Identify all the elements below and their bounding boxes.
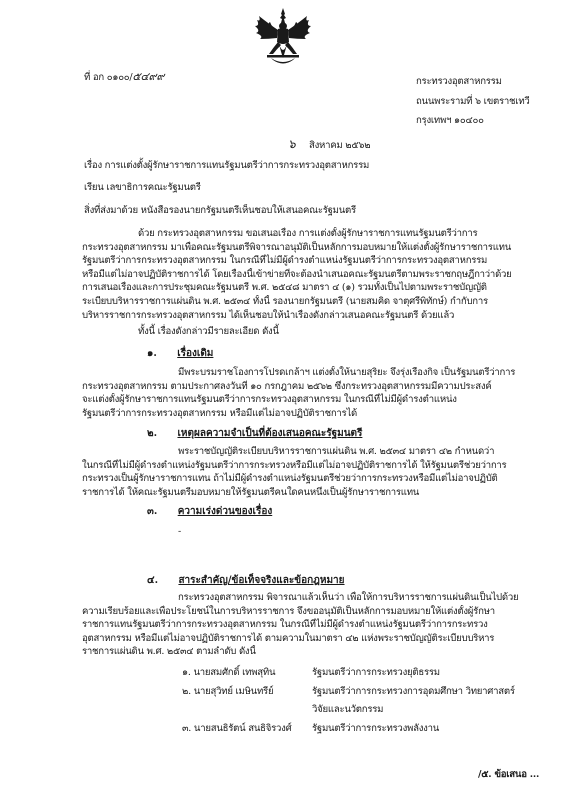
section-number: ๔.	[147, 575, 159, 586]
section-line: ราชการแผ่นดิน พ.ศ. ๒๕๓๔ ตามลำดับ ดังนี้	[82, 646, 256, 658]
date-month-year: สิงหาคม ๒๕๖๒	[309, 140, 371, 151]
appointee-row	[182, 721, 291, 736]
section-line: ความเรียบร้อยและเพื่อประโยชน์ในการบริหารราชการ จึงขออนุมัติเป็นหลักการมอบหมายให้แต่งตั้งผู้รักษา	[82, 605, 495, 617]
section-1-heading	[147, 346, 213, 361]
section-line: มีพระบรมราชโองการโปรดเกล้าฯ แต่งตั้งให้นายสุริยะ จึงรุ่งเรืองกิจ เป็นรัฐมนตรีว่าการ	[178, 367, 516, 378]
section-3-dash: -	[178, 526, 181, 537]
section-title: สาระสำคัญ/ข้อเท็จจริงและข้อกฎหมาย	[178, 575, 345, 586]
section-title: ความเร่งด่วนของเรื่อง	[177, 506, 273, 517]
appointee-position: รัฐมนตรีว่าการกระทรวงพลังงาน	[312, 723, 440, 734]
section-line: รัฐมนตรีว่าการกระทรวงอุตสาหกรรม หรือมีแต่ไม่อาจปฏิบัติราชการได้	[82, 407, 357, 419]
reference-number	[84, 70, 164, 84]
reference-handwritten: ๕๔๙๙	[132, 70, 165, 83]
section-4-heading	[147, 573, 345, 588]
section-line: ในกรณีที่ไม่มีผู้ดำรงตำแหน่งรัฐมนตรีว่าการกระทรวงหรือมีแต่ไม่อาจปฏิบัติราชการได้ ให้รัฐมนตรีช่วยว่าการ	[82, 459, 507, 471]
intro-line: กระทรวงอุตสาหกรรม มาเพื่อคณะรัฐมนตรีพิจารณาอนุมัติเป็นหลักการมอบหมายให้แต่งตั้งผู้รักษาราชการแทน	[82, 241, 512, 253]
section-3-heading	[147, 504, 272, 519]
section-line: อุตสาหกรรม หรือมีแต่ไม่อาจปฏิบัติราชการได้ ตามความในมาตรา ๔๒ แห่งพระราชบัญญัติระเบียบบริหาร	[82, 632, 495, 644]
section-line: จะแต่งตั้งผู้รักษาราชการแทนรัฐมนตรีว่าการกระทรวงอุตสาหกรรม ในกรณีที่ไม่มีผู้ดำรงตำแหน่ง	[82, 394, 457, 406]
org-city: กรุงเทพฯ ๑๐๔๐๐	[416, 115, 484, 126]
intro-line: รัฐมนตรีว่าการกระทรวงอุตสาหกรรม ในกรณีที่ไม่มีผู้ดำรงตำแหน่งรัฐมนตรีว่าการกระทรวงอุตสาหกรรม	[82, 255, 488, 267]
section-number: ๑.	[147, 348, 157, 359]
appointee-name: นายสนธิรัตน์ สนธิจิรวงศ์	[193, 723, 292, 734]
garuda-emblem-icon	[251, 6, 315, 68]
continuation-marker: /๕. ข้อเสนอ ...	[478, 769, 540, 780]
intro-line: ด้วย กระทรวงอุตสาหกรรม ขอเสนอเรื่อง การแต่งตั้งผู้รักษาราชการแทนรัฐมนตรีว่าการ	[138, 228, 478, 239]
section-line: กระทรวงเป็นผู้รักษาราชการแทน ถ้าไม่มีผู้ดำรงตำแหน่งรัฐมนตรีช่วยว่าการกระทรวงหรือมีแต่ไม่อาจปฏิบัติ	[82, 473, 498, 485]
section-line: ราชการได้ ให้คณะรัฐมนตรีมอบหมายให้รัฐมนตรีคนใดคนหนึ่งเป็นผู้รักษาราชการแทน	[82, 486, 420, 498]
appointee-position: รัฐมนตรีว่าการกระทรวงยุติธรรม	[312, 667, 440, 678]
date-day: ๖	[288, 137, 296, 151]
reference-prefix: ที่ อก ๐๑๐๐/	[84, 72, 133, 83]
appointee-name: นายสมศักดิ์ เทพสุทิน	[193, 667, 276, 678]
appointee-position: รัฐมนตรีว่าการกระทรวงการอุดมศึกษา วิทยาศาสตร์	[312, 686, 515, 697]
appointee-row	[182, 684, 273, 699]
section-2-body	[82, 445, 522, 499]
intro-line: บริหารราชการกระทรวงอุตสาหกรรม ได้เห็นชอบให้นำเรื่องดังกล่าวเสนอคณะรัฐมนตรี ด้วยแล้ว	[82, 309, 455, 321]
intro-line: หรือมีแต่ไม่อาจปฏิบัติราชการได้ โดยเรื่องนี้เข้าข่ายที่จะต้องนำเสนอคณะรัฐมนตรีตามพระราชกฤษฎีกาว่าด้วย	[82, 268, 512, 280]
section-line: พระราชบัญญัติระเบียบบริหารราชการแผ่นดิน พ.ศ. ๒๕๓๔ มาตรา ๔๒ กำหนดว่า	[178, 446, 495, 457]
enclosure-line: สิ่งที่ส่งมาด้วย หนังสือรองนายกรัฐมนตรีเห็นชอบให้เสนอคณะรัฐมนตรี	[84, 205, 356, 216]
intro-line: การเสนอเรื่องและการประชุมคณะรัฐมนตรี พ.ศ. ๒๕๔๘ มาตรา ๔ (๑) รวมทั้งเป็นไปตามพระราชบัญญัติ	[82, 282, 487, 294]
section-number: ๓.	[147, 506, 158, 517]
date	[288, 138, 370, 152]
section-line: กระทรวงอุตสาหกรรม ตามประกาศลงวันที่ ๑๐ กรกฎาคม ๒๕๖๒ ซึ่งกระทรวงอุตสาหกรรมมีความประสงค์	[82, 380, 492, 392]
section-title: เหตุผลความจำเป็นที่ต้องเสนอคณะรัฐมนตรี	[177, 428, 363, 439]
section-1-body	[82, 366, 522, 420]
section-line: กระทรวงอุตสาหกรรม พิจารณาแล้วเห็นว่า เพื่อให้การบริหารราชการแผ่นดินเป็นไปด้วย	[178, 592, 519, 603]
section-2-heading	[147, 426, 362, 441]
appointee-number: ๑.	[182, 667, 191, 678]
section-title: เรื่องเดิม	[177, 348, 214, 359]
appointee-position-cont: วิจัยและนวัตกรรม	[312, 704, 384, 715]
intro-line: ระเบียบบริหารราชการแผ่นดิน พ.ศ. ๒๕๓๔ ทั้งนี้ รองนายกรัฐมนตรี (นายสมคิด จาตุศรีพิทักษ์) กำกับการ	[82, 295, 488, 307]
section-line: ราชการแทนรัฐมนตรีว่าการกระทรวงอุตสาหกรรม ในกรณีที่ไม่มีผู้ดำรงตำแหน่งรัฐมนตรีว่าการกระทรวง	[82, 619, 488, 631]
appointee-number: ๓.	[182, 723, 192, 734]
intro-paragraph	[82, 227, 522, 322]
addressee-line: เรียน เลขาธิการคณะรัฐมนตรี	[84, 182, 201, 193]
section-4-body	[82, 591, 522, 659]
details-intro: ทั้งนี้ เรื่องดังกล่าวมีรายละเอียด ดังนี้	[138, 326, 279, 337]
org-name: กระทรวงอุตสาหกรรม	[416, 76, 502, 87]
appointee-number: ๒.	[182, 686, 191, 697]
section-number: ๒.	[147, 428, 158, 439]
subject-line: เรื่อง การแต่งตั้งผู้รักษาราชการแทนรัฐมนตรีว่าการกระทรวงอุตสาหกรรม	[84, 160, 370, 171]
appointee-row	[182, 665, 275, 680]
appointee-name: นายสุวิทย์ เมษินทรีย์	[193, 686, 274, 697]
org-street: ถนนพระรามที่ ๖ เขตราชเทวี	[416, 96, 530, 107]
